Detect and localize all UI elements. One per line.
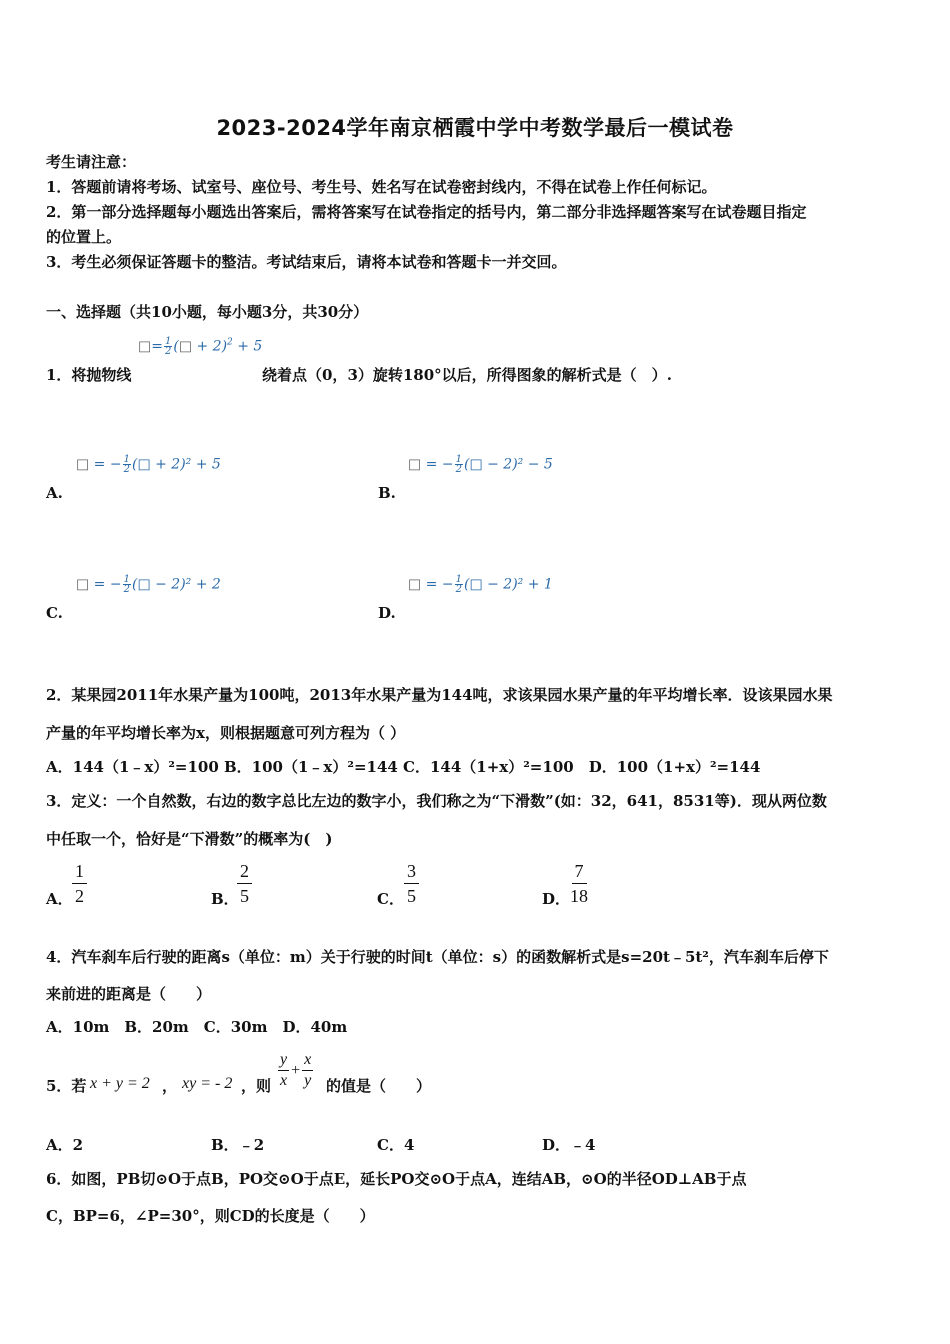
q2-stem: 产量的年平均增长率为x，则根据题意可列方程为（ ） [46,724,406,742]
q5-separator: ， [162,1077,178,1095]
q5-option-d: D．﹣4 [542,1136,596,1154]
q1-option-d-label: D. [378,604,396,622]
q2-stem: 2．某果园2011年水果产量为100吨，2013年水果产量为144吨，求该果园水果产量的年平均增长率．设该果园水果 [46,686,833,704]
q3-option-b-label: B． [211,890,239,908]
q4-stem: 4．汽车刹车后行驶的距离s（单位：m）关于行驶的时间t（单位：s）的函数解析式是s=20t﹣5t²，汽车刹车后停下 [46,948,829,966]
q4-options: A．10m B．20m C．30m D．40m [46,1018,348,1036]
q1-option-b-formula: □ = − $\frac{1}{2}$ (□ − 2)² − 5 [408,454,553,475]
q3-option-a-label: A． [46,890,73,908]
notice-item: 1．答题前请将考场、试室号、座位号、考生号、姓名写在试卷密封线内，不得在试卷上作任何标记。 [46,178,717,196]
page-title: 2023-2024学年南京栖霞中学中考数学最后一模试卷 [216,116,734,140]
q1-option-d-formula: □ = − $\frac{1}{2}$ (□ − 2)² + 1 [408,574,553,595]
q1-option-a-label: A. [46,484,63,502]
q2-options: A．144（1﹣x）²=100 B．100（1﹣x）²=144 C．144（1+x）²=100 D．100（1+x）²=144 [46,758,761,776]
q5-option-c: C．4 [377,1136,415,1154]
notice-item: 的位置上。 [46,228,122,246]
q6-stem: 6．如图，PB切⊙O于点B，PO交⊙O于点E，延长PO交⊙O于点A，连结AB，⊙O的半径OD⊥AB于点 [46,1170,747,1188]
q5-stem: 5．若 [46,1077,87,1095]
q5-option-b: B．﹣2 [211,1136,265,1154]
q1-option-a-formula: □ = − $\frac{1}{2}$ (□ + 2)² + 5 [76,454,221,475]
q3-option-a-fraction: 1 2 [72,859,87,908]
notice-heading: 考生请注意： [46,153,137,171]
q3-stem: 3．定义：一个自然数，右边的数字总比左边的数字小，我们称之为“下滑数”(如：32，641，8531等)．现从两位数 [46,792,827,810]
q5-condition-2: xy = - 2 [182,1075,233,1092]
q5-option-a: A．2 [46,1136,84,1154]
q1-option-b-label: B. [378,484,396,502]
notice-item: 3．考生必须保证答题卡的整洁。考试结束后，请将本试卷和答题卡一并交回。 [46,253,567,271]
q3-option-c-fraction: 3 5 [404,859,419,908]
q3-option-c-label: C． [377,890,404,908]
q3-option-b-fraction: 2 5 [237,859,252,908]
q1-stem: 绕着点（0，3）旋转180°以后，所得图象的解析式是（ ）. [262,366,672,384]
q1-stem: 1．将抛物线 [46,366,132,384]
q5-condition-1: x + y = 2 [90,1075,150,1092]
q5-expression: y x + $\frac{x}{y}$ [280,1051,312,1089]
q3-option-d-label: D． [542,890,571,908]
q6-stem: C，BP=6，∠P=30°，则CD的长度是（ ） [46,1207,375,1225]
notice-item: 2．第一部分选择题每小题选出答案后，需将答案写在试卷指定的括号内，第二部分非选择题答案写在试卷题目指定 [46,203,807,221]
q4-stem: 来前进的距离是（ ） [46,985,212,1003]
q1-formula: □= $\frac{1}{2}$ (□ + 2)$^2$ + 5 [138,336,263,357]
q3-option-d-fraction: 7 18 [570,861,588,906]
q5-stem: ，则 [241,1077,272,1095]
q1-option-c-formula: □ = − $\frac{1}{2}$ (□ − 2)² + 2 [76,574,221,595]
section-heading: 一、选择题（共10小题，每小题3分，共30分） [46,303,369,321]
q1-option-c-label: C. [46,604,63,622]
q5-stem: 的值是（ ） [326,1077,432,1095]
q3-stem: 中任取一个，恰好是“下滑数”的概率为( ) [46,830,333,848]
